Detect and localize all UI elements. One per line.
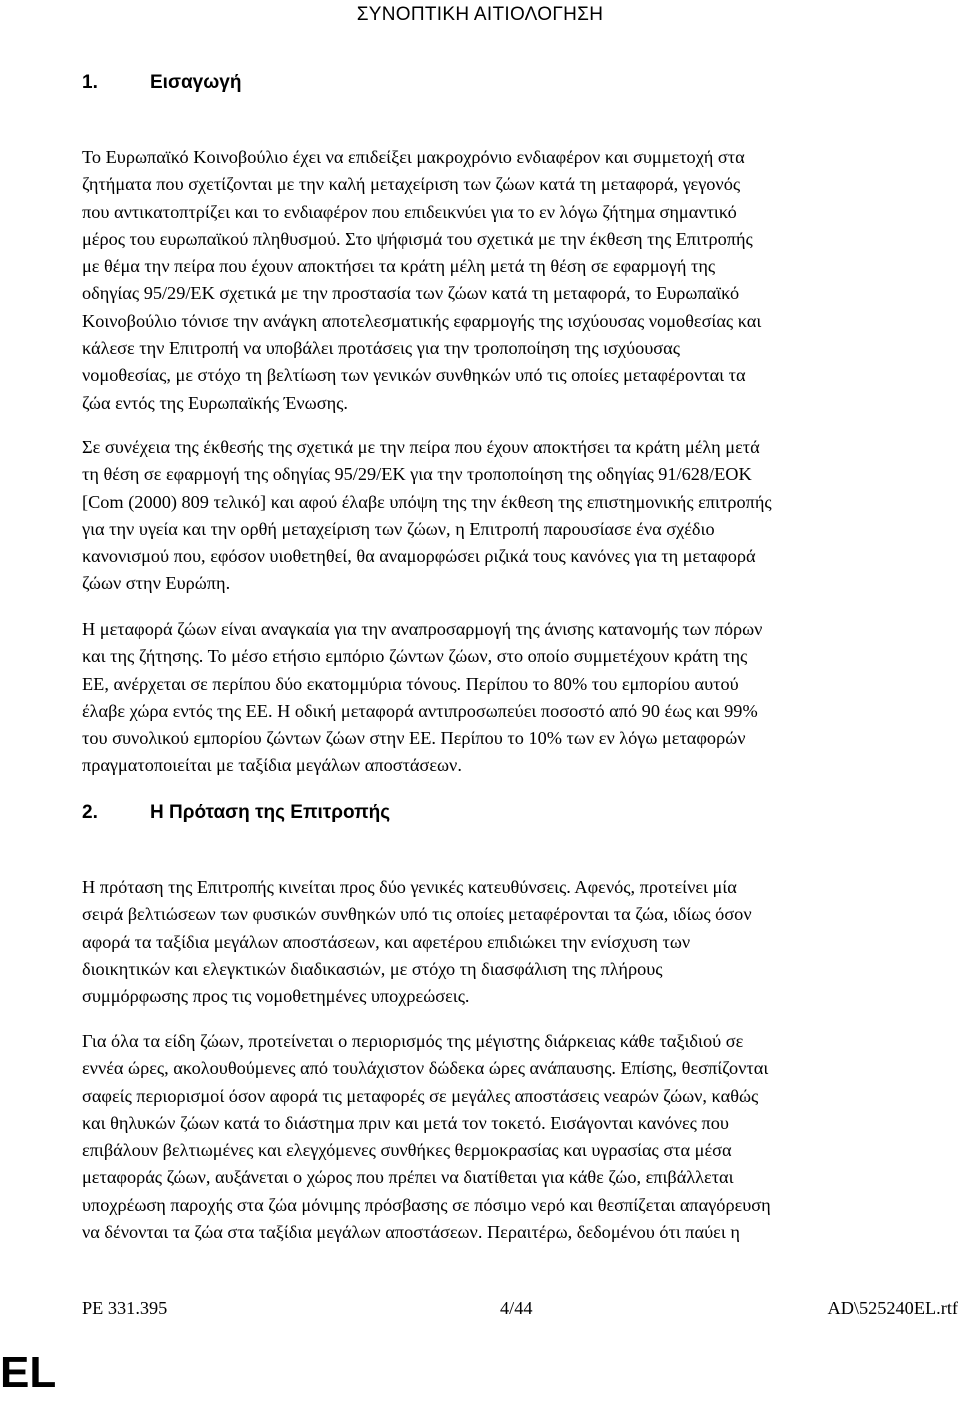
text-line: εννέα ώρες, ακολουθούμενες από τουλάχιστον δώδεκα ώρες ανάπαυσης. Επίσης, θεσπίζονται — [82, 1058, 769, 1079]
section-title: Εισαγωγή — [150, 72, 242, 93]
text-line: του συνολικού εμπορίου ζώντων ζώων στην ΕΕ. Περίπου το 10% των εν λόγω μεταφορών — [82, 728, 746, 749]
paragraph-2 — [82, 434, 882, 598]
text-line: μεταφοράς ζώων, αυξάνεται ο χώρος που πρέπει να διατίθεται για κάθε ζώο, επιβάλλεται — [82, 1167, 734, 1188]
text-line: μέρος του ευρωπαϊκού πληθυσμού. Στο ψήφισμά του σχετικά με την έκθεση της Επιτροπής — [82, 228, 753, 249]
page-number: 4/44 — [500, 1298, 533, 1318]
language-code: EL — [0, 1348, 57, 1397]
section-title: Η Πρόταση της Επιτροπής — [150, 802, 391, 823]
text-line: Η μεταφορά ζώων είναι αναγκαία για την αναπροσαρμογή της άνισης κατανομής των πόρων — [82, 619, 763, 639]
text-line: για την υγεία και την ορθή μεταχείριση των ζώων, η Επιτροπή παρουσίασε ένα σχέδιο — [82, 518, 715, 539]
page-title: ΣΥΝΟΠΤΙΚΗ ΑΙΤΙΟΛΟΓΗΣΗ — [356, 4, 604, 25]
text-line: Η πρόταση της Επιτροπής κινείται προς δύο γενικές κατευθύνσεις. Αφενός, προτείνει μία — [82, 877, 737, 897]
text-line: σειρά βελτιώσεων των φυσικών συνθηκών υπό τις οποίες μεταφέρονται τα ζώα, ιδίως όσον — [82, 904, 752, 925]
text-line: ζώα εντός της Ευρωπαϊκής Ένωσης. — [82, 392, 348, 413]
text-line: υποχρέωση παροχής στα ζώα μόνιμης πρόσβασης σε πόσιμο νερό και θεσπίζεται απαγόρευση — [82, 1194, 771, 1215]
file-name: AD\525240EL.rtf — [827, 1298, 958, 1318]
text-line: ΕΕ, ανέρχεται σε περίπου δύο εκατομμύρια τόνους. Περίπου το 80% του εμπορίου αυτού — [82, 673, 739, 694]
text-line: Το Ευρωπαϊκό Κοινοβούλιο έχει να επιδείξει μακροχρόνιο ενδιαφέρον και συμμετοχή στα — [82, 147, 745, 167]
text-line: και θηλυκών ζώων κατά το διάστημα πριν και μετά τον τοκετό. Εισάγονται κανόνες που — [82, 1112, 729, 1133]
text-line: πραγματοποιείται με ταξίδια μεγάλων αποστάσεων. — [82, 755, 462, 776]
text-line: κανονισμού που, εφόσον υιοθετηθεί, θα αναμορφώσει ριζικά τους κανόνες για τη μεταφορά — [82, 546, 756, 567]
text-line: Κοινοβούλιο τόνισε την ανάγκη αποτελεσματικής εφαρμογής της ισχύουσας νομοθεσίας και — [82, 310, 762, 331]
text-line: έλαβε χώρα εντός της ΕΕ. Η οδική μεταφορά αντιπροσωπεύει ποσοστό από 90 έως και 99% — [82, 700, 758, 721]
section-heading-commission-proposal — [82, 802, 390, 824]
text-line: με θέμα την πείρα που έχουν αποκτήσει τα κράτη μέλη μετά τη θέση σε εφαρμογή της — [82, 256, 716, 277]
section-number: 2. — [82, 802, 98, 823]
text-line: Σε συνέχεια της έκθεσής της σχετικά με την πείρα που έχουν αποκτήσει τα κράτη μέλη μετά — [82, 437, 760, 457]
text-line: συμμόρφωσης προς τις νομοθετημένες υποχρεώσεις. — [82, 986, 470, 1007]
page-footer — [82, 1296, 958, 1320]
text-line: διοικητικών και ελεγκτικών διαδικασιών, με στόχο τη διασφάλιση της πλήρους — [82, 958, 663, 979]
text-line: που αντικατοπτρίζει και το ενδιαφέρον που επιδεικνύει για το εν λόγω ζήτημα σημαντικό — [82, 201, 737, 222]
text-line: κάλεσε την Επιτροπή να υποβάλει προτάσεις για την τροποποίηση της ισχύουσας — [82, 338, 680, 359]
text-line: επιβάλουν βελτιωμένες και ελεγχόμενες συνθήκες θερμοκρασίας και υγρασίας στα μέσα — [82, 1140, 732, 1161]
paragraph-3 — [82, 616, 882, 780]
text-line: νομοθεσίας, με στόχο τη βελτίωση των γενικών συνθηκών υπό τις οποίες μεταφέρονται τα — [82, 365, 746, 386]
section-number: 1. — [82, 72, 98, 93]
paragraph-4 — [82, 874, 882, 1010]
text-line: αφορά τα ταξίδια μεγάλων αποστάσεων, και αφετέρου επιδιώκει την ενίσχυση των — [82, 931, 691, 952]
text-line: σαφείς περιορισμοί όσον αφορά τις μεταφορές σε μεγάλες αποστάσεις νεαρών ζώων, καθώς — [82, 1085, 759, 1106]
text-line: ζητήματα που σχετίζονται με την καλή μεταχείριση των ζώων κατά τη μεταφορά, γεγονός — [82, 174, 741, 195]
text-line: να δένονται τα ζώα στα ταξίδια μεγάλων αποστάσεων. Περαιτέρω, δεδομένου ότι παύει η — [82, 1222, 740, 1243]
paragraph-5 — [82, 1028, 882, 1246]
text-line: ζώων στην Ευρώπη. — [82, 573, 231, 594]
text-line: οδηγίας 95/29/ΕΚ σχετικά με την προστασία των ζώων κατά τη μεταφορά, το Ευρωπαϊκό — [82, 283, 740, 304]
section-heading-introduction — [82, 72, 241, 94]
paragraph-1 — [82, 144, 882, 417]
document-reference: PE 331.395 — [82, 1298, 168, 1318]
text-line: [Com (2000) 809 τελικό] και αφού έλαβε υπόψη της την έκθεση της επιστημονικής επιτροπής — [82, 491, 772, 512]
text-line: και της ζήτησης. Το μέσο ετήσιο εμπόριο ζώντων ζώων, στο οποίο συμμετέχουν κράτη της — [82, 646, 748, 667]
text-line: Για όλα τα είδη ζώων, προτείνεται ο περιορισμός της μέγιστης διάρκειας κάθε ταξιδιού σε — [82, 1031, 744, 1051]
text-line: τη θέση σε εφαρμογή της οδηγίας 95/29/ΕΚ για την τροποποίηση της οδηγίας 91/628/ΕΟΚ — [82, 464, 752, 485]
